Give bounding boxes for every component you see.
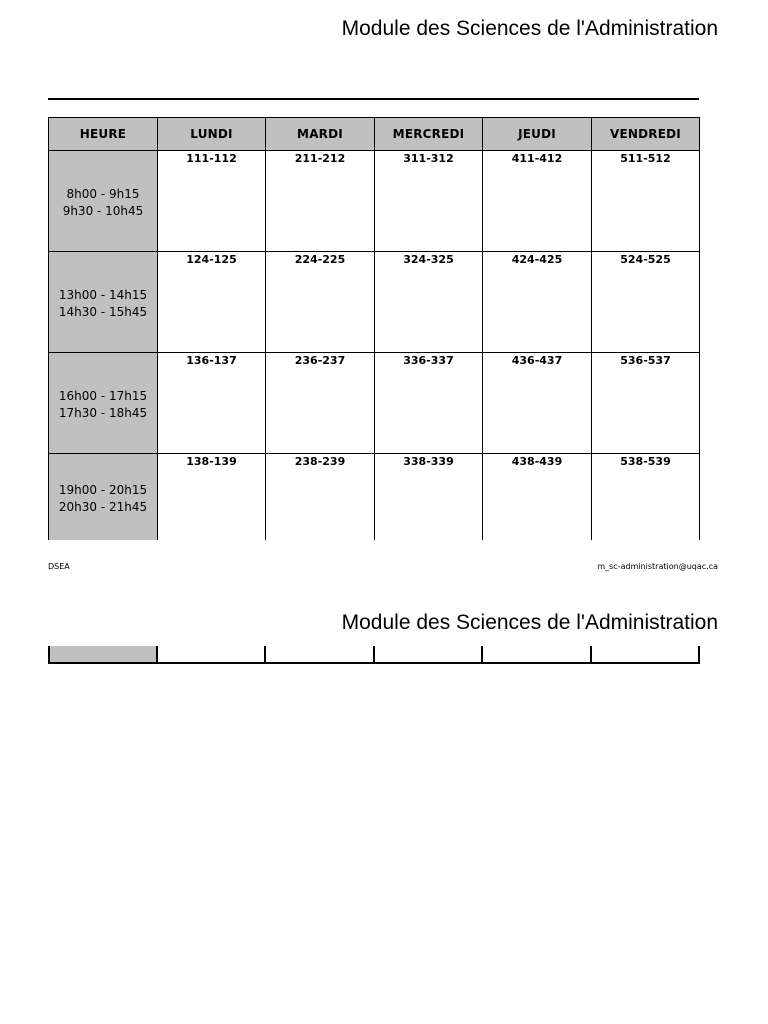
course-cell: 238-239 bbox=[266, 454, 375, 540]
page-title: Module des Sciences de l'Administration bbox=[341, 611, 718, 634]
column-divider bbox=[156, 646, 158, 664]
course-cell: 336-337 bbox=[375, 353, 483, 454]
table-continuation bbox=[48, 646, 700, 664]
table-row bbox=[49, 252, 700, 353]
course-cell: 338-339 bbox=[375, 454, 483, 540]
course-cell: 424-425 bbox=[483, 252, 592, 353]
table-row bbox=[49, 353, 700, 454]
table-row bbox=[49, 454, 700, 540]
course-cell: 324-325 bbox=[375, 252, 483, 353]
time-slot bbox=[49, 151, 158, 252]
footer-department: DSEA bbox=[48, 562, 70, 571]
column-header-heure: HEURE bbox=[49, 118, 158, 151]
course-cell: 436-437 bbox=[483, 353, 592, 454]
time-range: 16h00 - 17h15 bbox=[58, 389, 148, 403]
time-column-fragment bbox=[48, 646, 157, 662]
course-cell: 211-212 bbox=[266, 151, 375, 252]
column-header-mardi: MARDI bbox=[266, 118, 375, 151]
time-range: 19h00 - 20h15 bbox=[58, 482, 148, 497]
course-cell: 411-412 bbox=[483, 151, 592, 252]
column-divider bbox=[481, 646, 483, 664]
column-divider bbox=[48, 646, 50, 664]
course-cell: 111-112 bbox=[158, 151, 266, 252]
column-header-lundi: LUNDI bbox=[158, 118, 266, 151]
course-cell: 438-439 bbox=[483, 454, 592, 540]
column-header-jeudi: JEUDI bbox=[483, 118, 592, 151]
column-divider bbox=[590, 646, 592, 664]
column-divider bbox=[698, 646, 700, 664]
course-cell: 124-125 bbox=[158, 252, 266, 353]
course-cell: 536-537 bbox=[592, 353, 700, 454]
column-divider bbox=[373, 646, 375, 664]
header-divider bbox=[48, 98, 699, 100]
time-range: 9h30 - 10h45 bbox=[62, 204, 144, 218]
column-header-vendredi: VENDREDI bbox=[592, 118, 700, 151]
course-cell: 524-525 bbox=[592, 252, 700, 353]
course-cell: 138-139 bbox=[158, 454, 266, 540]
course-cell: 236-237 bbox=[266, 353, 375, 454]
course-cell: 511-512 bbox=[592, 151, 700, 252]
time-range: 8h00 - 9h15 bbox=[66, 187, 140, 201]
course-cell: 136-137 bbox=[158, 353, 266, 454]
column-header-mercredi: MERCREDI bbox=[375, 118, 483, 151]
time-range: 13h00 - 14h15 bbox=[58, 288, 148, 302]
schedule-table bbox=[48, 117, 700, 540]
page-title: Module des Sciences de l'Administration bbox=[341, 17, 718, 40]
time-slot bbox=[49, 353, 158, 454]
course-cell: 538-539 bbox=[592, 454, 700, 540]
footer-email: m_sc-administration@uqac.ca bbox=[597, 562, 718, 571]
table-header-row bbox=[49, 118, 700, 151]
time-range: 14h30 - 15h45 bbox=[58, 305, 148, 319]
time-slot bbox=[49, 252, 158, 353]
course-cell: 224-225 bbox=[266, 252, 375, 353]
time-range: 17h30 - 18h45 bbox=[58, 406, 148, 420]
column-divider bbox=[264, 646, 266, 664]
time-slot bbox=[49, 454, 158, 540]
table-row bbox=[49, 151, 700, 252]
course-cell: 311-312 bbox=[375, 151, 483, 252]
time-range: 20h30 - 21h45 bbox=[58, 499, 148, 514]
